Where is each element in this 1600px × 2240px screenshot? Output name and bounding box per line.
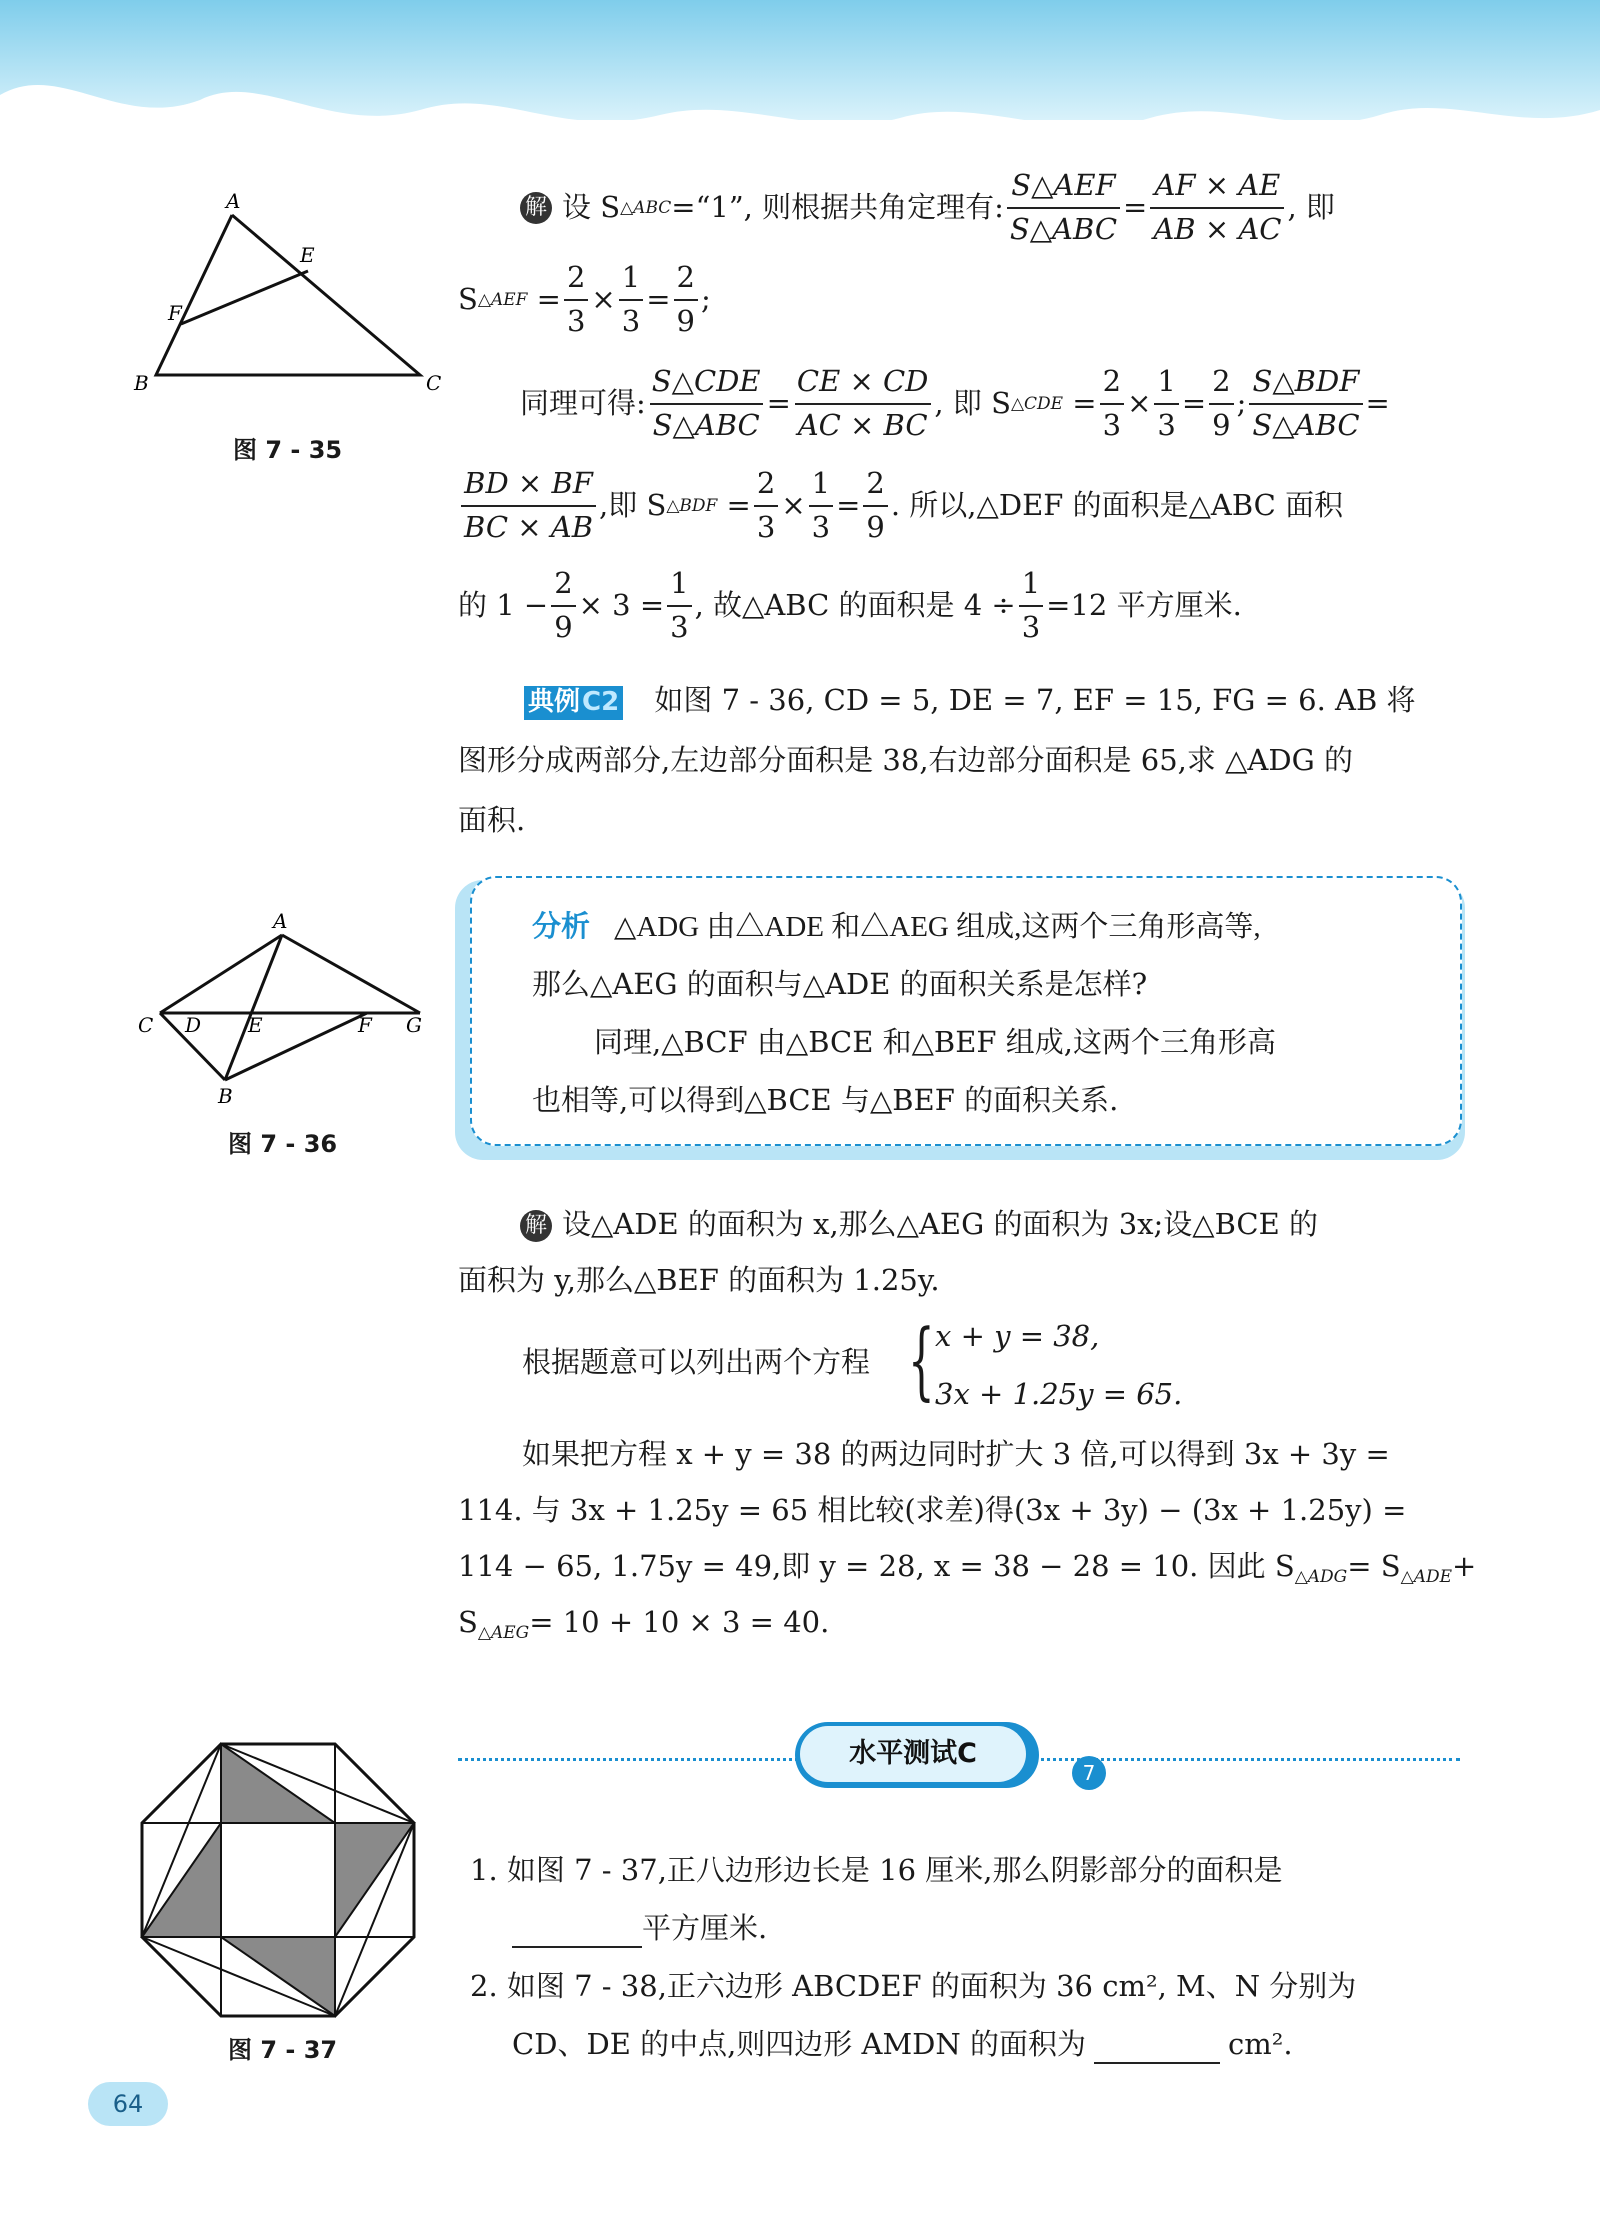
fraction: $\frac{1}{3}$ [619,259,643,340]
equation-intro: 根据题意可以列出两个方程 [522,1345,871,1379]
label-D: D [185,1013,202,1037]
label-F: F [358,1013,372,1037]
example-line3: 面积. [458,803,526,837]
text: ,即 S [599,488,667,523]
text: cm². [1228,2027,1293,2061]
question-2-line1: 2. 如图 7 - 38,正六边形 ABCDEF 的面积为 36 cm², M、N 分别为 [470,1969,1357,2003]
text: , 即 S [934,386,1011,421]
text: 平方厘米. [642,1911,768,1945]
figure-caption-7-37: 图 7 - 37 [228,2036,338,2064]
solution1-line3: 同理可得: $\frac{\text{S△CDE}}{\text{S△ABC}}$ = $\frac{CE \times CD}{AC \times BC}$ , 即 S △CDE = $\frac{2}{3}$ × $\frac{1}{3}$ = $\frac{2}{9}$ ; $\frac{\text{S△BDF}}{\text{S△ABC}}$ = [520,366,1390,442]
fraction: $\frac{2}{9}$ [551,565,575,646]
subscript: △AEG [477,1623,530,1643]
solution-badge: 解 [520,1210,552,1242]
figure-7-37 [140,1742,416,2018]
label-G: G [406,1013,422,1037]
subscript: △ABC [620,197,672,218]
text: 如图 7 - 36, CD = 5, DE = 7, EF = 15, FG = 6. AB 将 [654,683,1416,717]
text: = S [1347,1549,1401,1583]
text: . 所以,△DEF 的面积是△ABC 面积 [890,488,1344,523]
fraction: $\frac{2}{3}$ [1100,363,1124,444]
label-E: E [248,1013,263,1037]
text: 的 1 − [458,588,549,623]
subscript: △ADG [1294,1567,1348,1587]
label-F: F [168,301,182,325]
fraction: $\frac{2}{9}$ [1209,363,1233,444]
subscript: △ADE [1400,1567,1453,1587]
answer-blank[interactable] [512,1918,642,1948]
question-1-line1: 1. 如图 7 - 37,正八边形边长是 16 厘米,那么阴影部分的面积是 [470,1853,1283,1887]
equation-1: x + y = 38, [935,1319,1100,1353]
text: S [458,1605,478,1639]
test-banner: 水平测试C [800,1726,1026,1782]
text: 设 S [562,190,621,225]
fraction: $\frac{1}{3}$ [1154,363,1178,444]
question-1-line2 [512,1910,767,1948]
fraction: $\frac{BD \times BF}{BC \times AB}$ [461,465,596,546]
text: S [458,282,478,317]
analysis-title: 分析 [532,909,591,943]
solution1-line4: $\frac{BD \times BF}{BC \times AB}$ ,即 S △BDF = $\frac{2}{3}$ × $\frac{1}{3}$ = $\frac{2}{9}$ . 所以,△DEF 的面积是△ABC 面积 [458,468,1343,544]
page-number: 64 [88,2082,168,2126]
subscript: △AEF [477,289,528,310]
example-tag-label: 典例 [528,687,581,717]
analysis-box [470,876,1462,1146]
solution2-line1 [520,1206,1318,1244]
equation-2: 3x + 1.25y = 65. [935,1377,1183,1411]
question-2-line2 [512,2026,1293,2064]
text: =“1”, 则根据共角定理有: [671,190,1004,225]
figure-caption-7-36: 图 7 - 36 [228,1130,338,1158]
fraction: $\frac{2}{3}$ [564,259,588,340]
solution-badge: 解 [520,192,552,224]
fraction: $\frac{\text{S△AEF}}{\text{S△ABC}}$ [1007,167,1120,248]
fraction: $\frac{2}{3}$ [754,465,778,546]
solution1-line1: 解 设 S △ABC =“1”, 则根据共角定理有: $\frac{\text{S△AEF}}{\text{S△ABC}}$ = $\frac{AF \times AE}{AB \times AC}$ , 即 [520,170,1335,246]
text: , 故△ABC 的面积是 4 ÷ [694,588,1016,623]
solution2-para4 [458,1604,829,1644]
analysis-line2: 那么△AEG 的面积与△ADE 的面积关系是怎样? [532,967,1148,1001]
figure-7-36 [130,910,440,1110]
analysis-line4: 也相等,可以得到△BCE 与△BEF 的面积关系. [532,1083,1119,1117]
text: 设△ADE 的面积为 x,那么△AEG 的面积为 3x;设△BCE 的 [562,1207,1318,1241]
text: =12 平方厘米. [1046,588,1242,623]
text: , 即 [1287,190,1335,225]
solution1-line2: S △AEF = $\frac{2}{3}$ × $\frac{1}{3}$ = $\frac{2}{9}$ ; [458,262,711,338]
fraction: $\frac{2}{9}$ [863,465,887,546]
fraction: $\frac{\text{S△CDE}}{\text{S△ABC}}$ [649,363,764,444]
analysis-line1 [532,908,1261,947]
text: 同理可得: [520,386,646,421]
header-cloud-band [0,0,1600,170]
label-A: A [226,190,241,213]
solution2-para3 [458,1548,1476,1588]
figure-caption-7-35: 图 7 - 35 [233,436,343,464]
text: 114 − 65, 1.75y = 49,即 y = 28, x = 38 − 28 = 10. 因此 S [458,1549,1295,1583]
fraction: $\frac{2}{9}$ [674,259,698,340]
subscript: △BDF [666,495,718,516]
example-tag [524,686,623,720]
subscript: △CDE [1010,393,1064,414]
fraction: $\frac{1}{3}$ [809,465,833,546]
fraction: $\frac{1}{3}$ [667,565,691,646]
fraction: $\frac{\text{S△BDF}}{\text{S△ABC}}$ [1249,363,1362,444]
label-A: A [273,910,288,933]
analysis-line3: 同理,△BCF 由△BCE 和△BEF 组成,这两个三角形高 [594,1025,1276,1059]
fraction: $\frac{1}{3}$ [1019,565,1043,646]
text: CD、DE 的中点,则四边形 AMDN 的面积为 [512,2027,1086,2061]
example-line1 [524,682,1416,720]
text: × 3 = [578,588,665,623]
solution2-line2: 面积为 y,那么△BEF 的面积为 1.25y. [458,1263,940,1297]
label-B: B [218,1084,233,1108]
fraction: $\frac{AF \times AE}{AB \times AC}$ [1150,167,1284,248]
solution2-para2: 114. 与 3x + 1.25y = 65 相比较(求差)得(3x + 3y) − (3x + 1.25y) = [458,1493,1407,1527]
figure-7-35 [130,190,460,420]
solution2-para1: 如果把方程 x + y = 38 的两边同时扩大 3 倍,可以得到 3x + 3y = [522,1437,1390,1471]
text: △ADG 由△ADE 和△AEG 组成,这两个三角形高等, [614,911,1261,943]
example-line2: 图形分成两部分,左边部分面积是 38,右边部分面积是 65,求 △ADG 的 [458,743,1353,777]
chapter-badge: 7 [1072,1756,1106,1790]
brace-icon: { [908,1311,935,1409]
label-E: E [300,243,315,267]
label-C: C [138,1013,154,1037]
solution1-line5 [458,568,1242,644]
fraction: $\frac{CE \times CD}{AC \times BC}$ [794,363,932,444]
answer-blank[interactable] [1094,2034,1220,2064]
label-C: C [426,371,442,395]
text: + [1452,1549,1477,1583]
text: = 10 + 10 × 3 = 40. [529,1605,830,1639]
example-tag-code: C2 [582,687,620,717]
label-B: B [134,371,149,395]
